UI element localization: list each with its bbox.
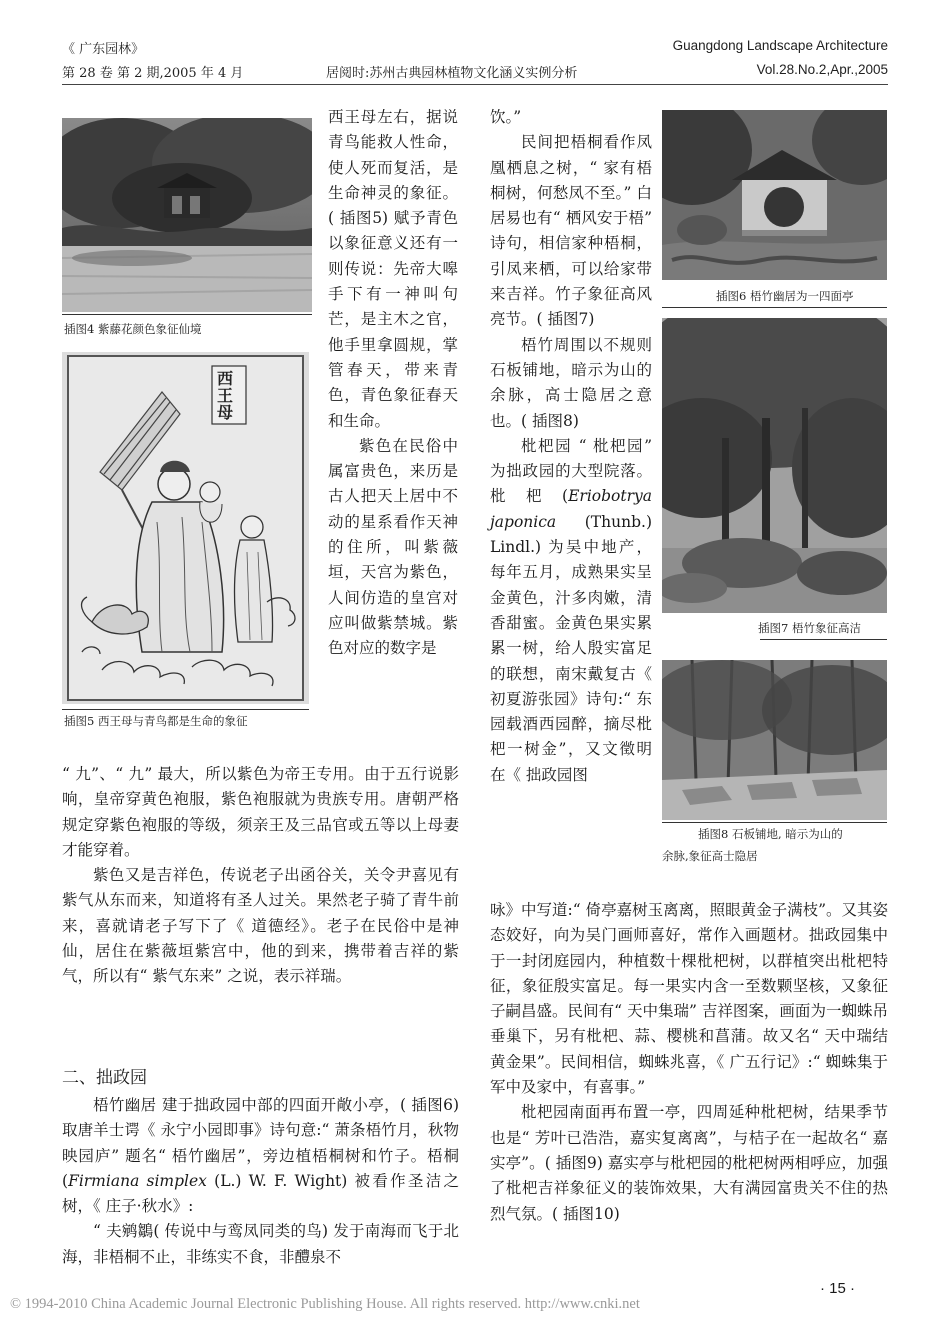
paragraph: “ 夫鹓鶵( 传说中与鸾凤同类的鸟) 发于南海而飞于北海，非梧桐不止，非练实不食，非醴泉不 — [62, 1222, 459, 1266]
text-column-2 — [490, 105, 652, 788]
figure-6-caption: 插图6 梧竹幽居为一四面亭 — [716, 289, 854, 303]
figure-4-photo — [62, 118, 312, 312]
figure-8-caption-line1: 插图8 石板铺地, 暗示为山的 — [698, 827, 843, 841]
paragraph: 梧竹周围以不规则石板铺地，暗示为山的余脉，高士隐居之意也。( 插图8) — [490, 335, 652, 430]
figure-7-caption: 插图7 梧竹象征高洁 — [758, 621, 861, 635]
figure-5-inscription: 西王母 — [217, 369, 234, 422]
paragraph: 饮。” — [490, 108, 522, 126]
text-run: 梧竹幽居 建于拙政园中部的四面开敞小亭，( 插图6) 取唐羊士谔《 永宁小园即事》诗句意:“ 萧条梧竹月，秋物映园庐” 题名“ 梧竹幽居”，旁边植梧桐树和竹子。梧桐( — [62, 1096, 459, 1190]
left-body-text-2 — [62, 1093, 459, 1270]
figure-5-woodblock — [62, 352, 309, 704]
figure-7-photo — [662, 318, 887, 613]
figure-6-caption-rule — [662, 307, 887, 308]
figure-6-photo — [662, 110, 887, 280]
figure-4-caption: 插图4 紫藤花颜色象征仙境 — [64, 322, 202, 336]
figure-8-photo — [662, 660, 887, 820]
right-body-text — [490, 898, 888, 1227]
figure-7-caption-rule — [760, 639, 887, 640]
text-column-1 — [328, 105, 458, 662]
left-body-text — [62, 762, 459, 990]
paragraph: 咏》中写道:“ 倚亭嘉树玉离离，照眼黄金子满枝”。又其姿态姣好，向为吴门画师喜好，常作入画题材。拙政园集中于一封闭庭园内，种植数十棵枇杷树，以群植突出枇杷特征，象征殷实富足。每一果实内含一至数颗坚核，又象征子嗣昌盛。民间有“ 天中集瑞” 吉祥图案，画面为一蜘蛛吊垂巢下，另有枇杷、蒜、樱桃和菖蒲。故又名“ 天中瑞结黄金果”。民间相信，蜘蛛兆喜，《 广五行记》:“ 蜘蛛集于军中及家中，有喜事。” — [490, 901, 888, 1097]
page-number: · 15 · — [820, 1280, 856, 1297]
figure-4-caption-rule — [62, 314, 312, 315]
paragraph: 枇杷园南面再布置一亭，四周延种枇杷树，结果季节也是“ 芳叶已浩浩，嘉实复离离”，与桔子在一起故名“ 嘉实亭”。( 插图9) 嘉实亭与枇杷园的枇杷树两相呼应，加强了枇杷吉祥象征义的装饰效果，大有满园富贵关不住的热烈气氛。( 插图10) — [490, 1103, 888, 1223]
journal-name-cn: 《 广东园林》 — [62, 42, 145, 57]
text-run: 枇杷园 “ 枇杷园” 为拙政园的大型院落。枇杷( — [490, 436, 652, 506]
figure-5-caption: 插图5 西王母与青鸟都是生命的象征 — [64, 714, 248, 728]
figure-8-caption-line2: 余脉,象征高士隐居 — [662, 849, 758, 863]
journal-name-en: Guangdong Landscape Architecture — [672, 38, 888, 53]
copyright-footer: © 1994-2010 China Academic Journal Electronic Publishing House. All rights reserved. http://www.cnki.net — [10, 1296, 640, 1312]
text-run: (L.) W. F. Wight) 被看作圣洁之树，《 庄子·秋水》: — [62, 1171, 459, 1216]
paragraph: 紫色又是吉祥色，传说老子出函谷关，关令尹喜见有紫气从东而来，知道将有圣人过关。果然老子骑了青牛前来，喜就请老子写下了《 道德经》。老子在民俗中是神仙，居住在紫薇垣紫宫中，他的到来，携带着吉祥的紫气，所以有“ 紫气东来” 之说，表示祥瑞。 — [62, 866, 459, 986]
paragraph — [490, 434, 652, 788]
running-title: 居阅时:苏州古典园林植物文化涵义实例分析 — [326, 66, 578, 81]
figure-5-caption-rule — [62, 709, 309, 710]
issue-info-en: Vol.28.No.2,Apr.,2005 — [756, 62, 888, 77]
latin-name: Eriobotrya japonica — [490, 487, 652, 531]
paragraph: 西王母左右，据说青鸟能救人性命，使人死而复活，是生命神灵的象征。( 插图5) 赋予青色以象征意义还有一则传说：先帝大嗥手下有一神叫句芒，是主木之官，他手里拿圆规，掌管春天，带来青色，青色象征春天和生命。 — [328, 108, 458, 430]
issue-info-cn: 第 28 卷 第 2 期,2005 年 4 月 — [62, 66, 244, 81]
section-heading: 二、拙政园 — [62, 1068, 147, 1088]
header-rule — [62, 84, 888, 85]
text-run: (Thunb.) Lindl.) 为吴中地产，每年五月，成熟果实呈金黄色，汁多肉嫩，清香甜蜜。金黄色果实累累一树，给人殷实富足的联想，南宋戴复古《 初夏游张园》诗句:“ 东园载酒西园醉，摘尽枇杷一树金”，又文徵明在《 拙政园图 — [490, 512, 652, 784]
paragraph: “ 九”、“ 九” 最大，所以紫色为帝王专用。由于五行说影响，皇帝穿黄色袍服，紫色袍服就为贵族专用。唐朝严格规定穿紫色袍服的等级，须亲王及三品官或五等以上母妻才能穿着。 — [62, 765, 459, 859]
latin-name: Firmiana simplex — [68, 1171, 207, 1190]
paragraph — [62, 1093, 459, 1219]
figure-8-caption-rule — [662, 822, 887, 823]
paragraph: 民间把梧桐看作凤凰栖息之树，“ 家有梧桐树，何愁凤不至。” 白居易也有“ 栖风安于梧” 诗句，相信家种梧桐，引凤来栖，可以给家带来吉祥。竹子象征高风亮节。( 插图7) — [490, 133, 652, 329]
paragraph: 紫色在民俗中属富贵色，来历是古人把天上居中不动的星系看作天神的住所，叫紫薇垣，天宫为紫色，人间仿造的皇宫对应叫做紫禁城。紫色对应的数字是 — [328, 436, 458, 658]
